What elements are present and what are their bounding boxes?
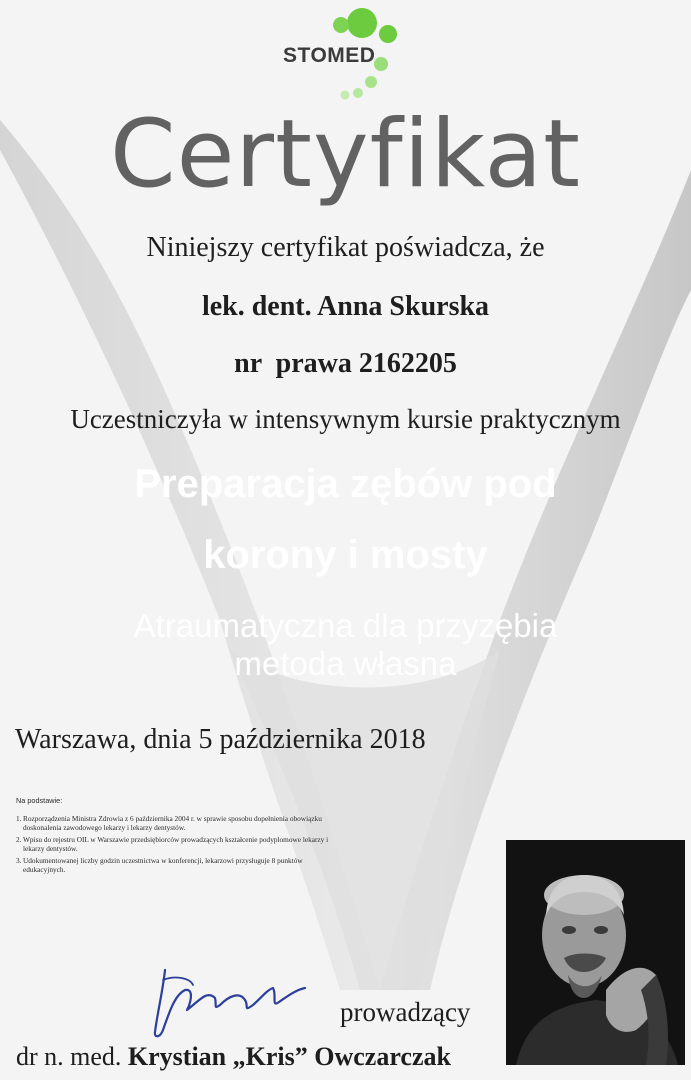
lecturer-role: prowadzący: [340, 997, 471, 1027]
lecturer-signature-line: [16, 1042, 451, 1072]
lecturer-title: dr n. med.: [16, 1042, 122, 1071]
legal-basis-text: Wpisu do rejestru OIL w Warszawie przedsiębiorców prowadzących kształcenie podyplomowe lekarzy i lekarzy dentystów.: [23, 835, 329, 853]
license-number: nr prawa 2162205: [234, 348, 457, 379]
legal-basis-item: [16, 856, 346, 874]
legal-basis-item: [16, 814, 346, 832]
place-and-date: Warszawa, dnia 5 października 2018: [15, 724, 426, 755]
participation-text: Uczestniczyła w intensywnym kursie praktycznym: [70, 404, 621, 434]
recipient-name: lek. dent. Anna Skurska: [201, 291, 490, 322]
stomed-logo: STOMED: [283, 44, 376, 67]
legal-basis-text: Udokumentowanej liczby godzin uczestnictwa w konferencji, lekarzowi przysługuje 8 punktów edukacyjnych.: [23, 856, 303, 874]
legal-basis-item: [16, 835, 346, 853]
certificate-title: Certyfikat: [109, 100, 582, 209]
course-subtitle-line-2: metoda własna: [234, 645, 457, 682]
lecturer-name: Krystian „Kris” Owczarczak: [127, 1042, 451, 1071]
course-title-line-2: korony i mosty: [203, 533, 488, 577]
intro-text: Niniejszy certyfikat poświadcza, że: [146, 232, 545, 263]
legal-basis-number: 3.: [16, 856, 22, 865]
course-title-line-1: Preparacja zębów pod: [134, 462, 557, 506]
signature-image: [145, 960, 315, 1040]
course-subtitle-line-1: Atraumatyczna dla przyzębia: [133, 607, 558, 644]
legal-basis-number: 2.: [16, 835, 22, 844]
legal-basis-number: 1.: [16, 814, 22, 823]
legal-basis-title: Na podstawie:: [16, 796, 63, 805]
lecturer-photo: [506, 840, 685, 1065]
legal-basis: [16, 796, 346, 877]
legal-basis-text: Rozporządzenia Ministra Zdrowia z 6 października 2004 r. w sprawie sposobu dopełnienia obowiązku doskonalenia zawodowego lekarzy i lekarzy dentystów.: [23, 814, 322, 832]
